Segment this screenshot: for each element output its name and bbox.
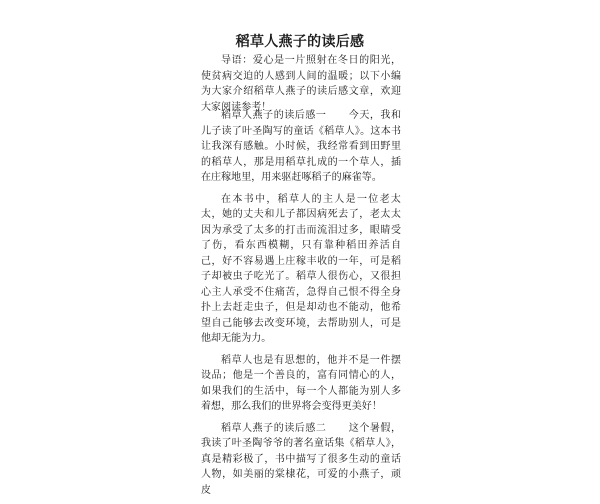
- section-heading: 稻草人燕子的读后感二: [221, 422, 327, 434]
- body-paragraph: [201, 108, 401, 186]
- page-title: 稻草人燕子的读后感: [235, 34, 365, 50]
- heading-spacer: [326, 110, 348, 121]
- intro-paragraph: 导语：爱心是一片照射在冬日的阳光，使贫病交迫的人感到人间的温暖；以下小编为大家介绍稻草人燕子的读后感文章，欢迎大家阅读参考！: [201, 55, 401, 113]
- paragraph-text: 今天，我和儿子读了叶圣陶写的童话《稻草人》。这本书让我深有感触。小时候，我经常看到田野里的稻草人，那是用稻草扎成的一个草人，插在庄稼地里，用来驱赶啄稻子的麻雀等。: [201, 110, 402, 183]
- paragraph-text: 这个暑假，我读了叶圣陶爷爷的著名童话集《稻草人》，真是精彩极了，书中描写了很多生动的童话人物，如美丽的棠棣花，可爱的小燕子，顽皮: [201, 422, 402, 496]
- intro-block: [201, 53, 401, 115]
- body-paragraph: 在本书中，稻草人的主人是一位老太太，她的丈夫和儿子都因病死去了，老太太因为承受了太多的打击而流泪过多，眼睛受了伤，看东西模糊，只有靠种稻田养活自己，好不容易遇上庄稼丰收的一年，可是稻子却被虫子吃光了。稻草人很伤心，又很担心主人承受不住痛苦，急得自己恨不得全身扑上去赶走虫子，但是却动也不能动，他希望自己能够去改变环境，去帮助别人，可是他却无能为力。: [201, 193, 401, 344]
- section-heading: 稻草人燕子的读后感一: [221, 110, 327, 121]
- heading-spacer: [326, 423, 348, 434]
- body-block: [201, 108, 401, 504]
- body-paragraph: 稻草人也是有思想的，他并不是一件摆设品；他是一个善良的，富有同情心的人，如果我们的生活中，每一个人都能为别人多着想，那么我们的世界将会变得更美好！: [201, 354, 401, 412]
- body-paragraph: [201, 421, 401, 499]
